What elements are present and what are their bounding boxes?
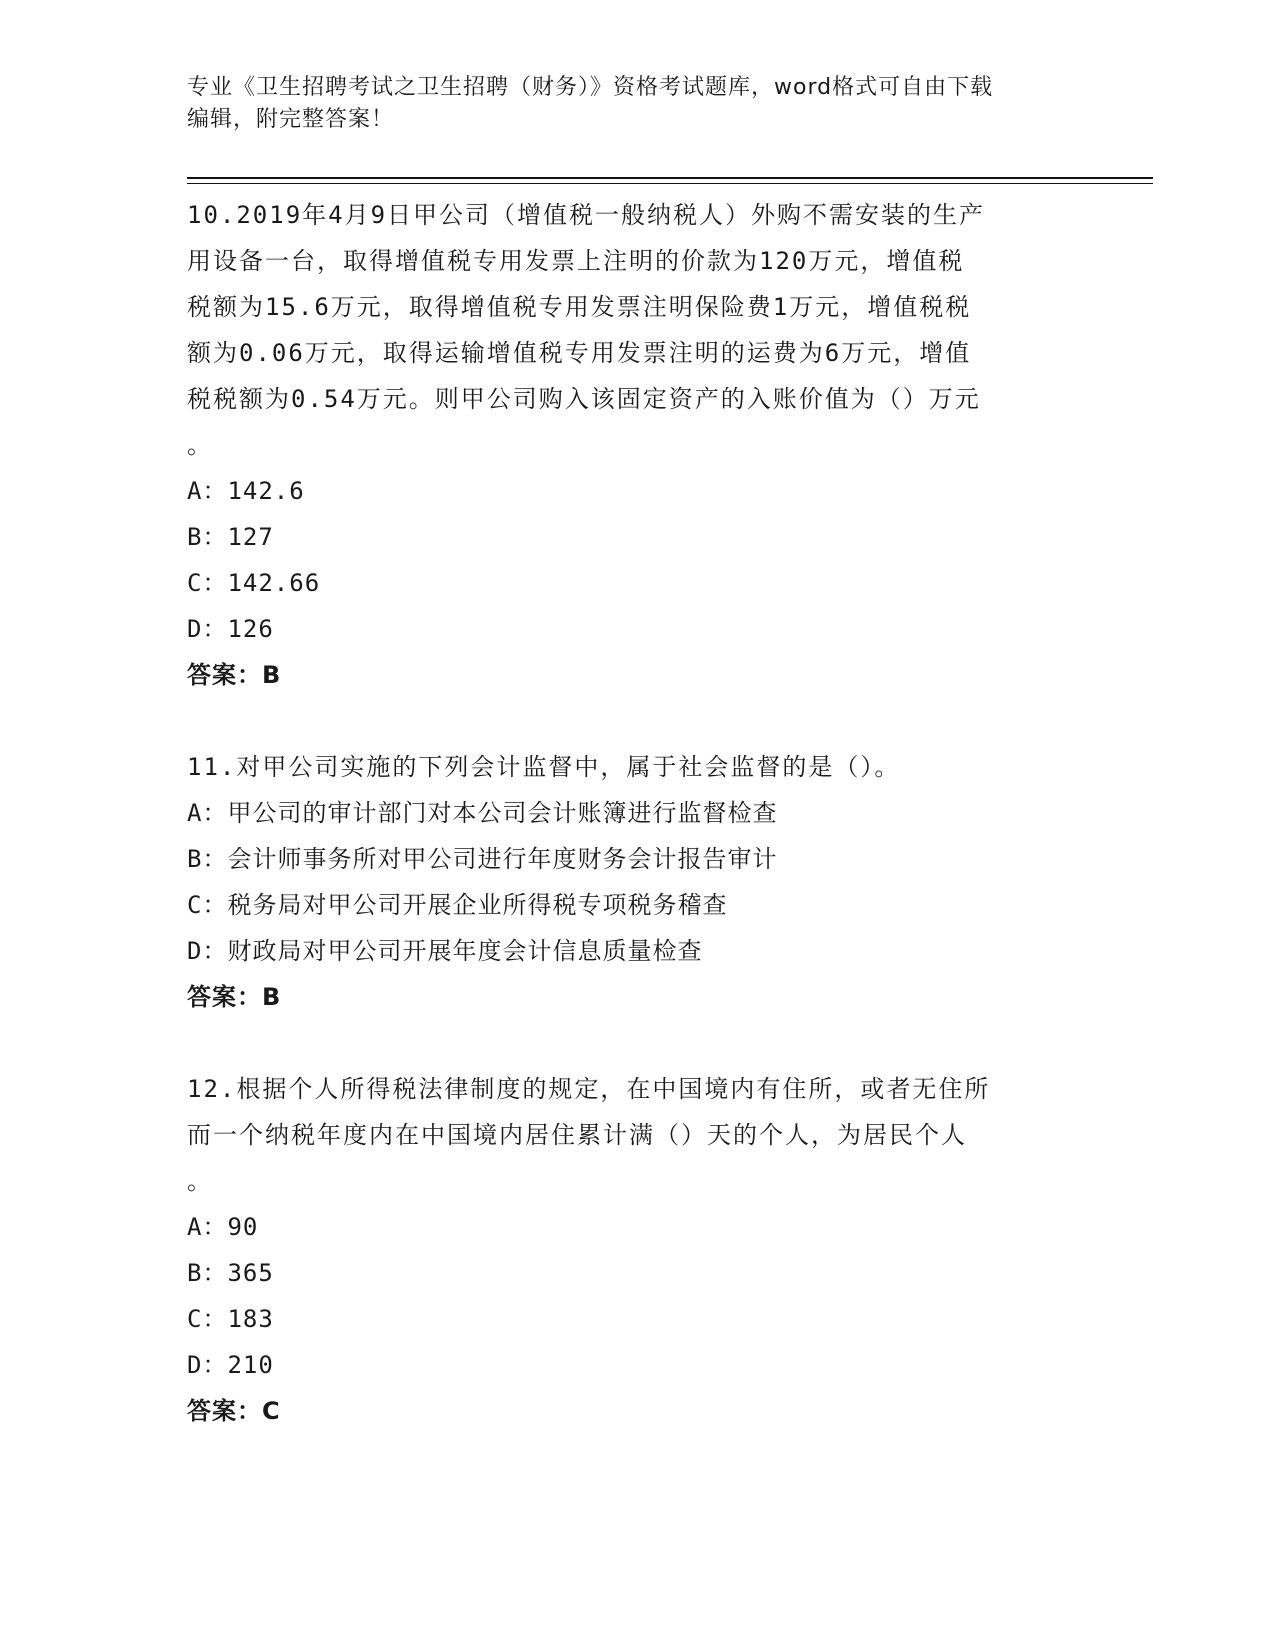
option-a: A：90: [187, 1213, 259, 1241]
question-stem-line: 额为0.06万元，取得运输增值税专用发票注明的运费为6万元，增值: [187, 339, 972, 367]
question-12: [187, 1066, 1087, 1434]
question-stem-line: 。: [187, 431, 213, 459]
question-11: [187, 744, 1087, 1020]
option-c: C：税务局对甲公司开展企业所得税专项税务稽查: [187, 891, 728, 919]
answer-label: 答案：C: [187, 1397, 281, 1425]
header-line-2: 编辑，附完整答案！: [187, 107, 395, 132]
question-stem-line: 而一个纳税年度内在中国境内居住累计满（）天的个人，为居民个人: [187, 1121, 967, 1149]
document-header: [187, 72, 1087, 136]
question-12-stem: [187, 1066, 1087, 1204]
option-d: D：126: [187, 615, 274, 643]
question-11-stem: [187, 744, 1087, 790]
question-stem-line: 税税额为0.54万元。则甲公司购入该固定资产的入账价值为（）万元: [187, 385, 981, 413]
question-stem-line: 10.2019年4月9日甲公司（增值税一般纳税人）外购不需安装的生产: [187, 201, 986, 229]
option-d: D：财政局对甲公司开展年度会计信息质量检查: [187, 937, 703, 965]
answer-label: 答案：B: [187, 983, 282, 1011]
option-b: B：365: [187, 1259, 274, 1287]
header-divider-thin: [187, 183, 1153, 184]
question-stem-line: 11.对甲公司实施的下列会计监督中，属于社会监督的是（）。: [187, 753, 901, 781]
header-line-1: 专业《卫生招聘考试之卫生招聘（财务）》资格考试题库，word格式可自由下载: [187, 75, 994, 100]
question-stem-line: 12.根据个人所得税法律制度的规定，在中国境内有住所，或者无住所: [187, 1075, 991, 1103]
question-list: [187, 192, 1087, 1480]
question-10: [187, 192, 1087, 698]
question-stem-line: 用设备一台，取得增值税专用发票上注明的价款为120万元，增值税: [187, 247, 965, 275]
header-divider-thick: [187, 177, 1153, 179]
option-c: C：183: [187, 1305, 274, 1333]
question-10-stem: [187, 192, 1087, 468]
option-c: C：142.66: [187, 569, 321, 597]
option-a: A：甲公司的审计部门对本公司会计账簿进行监督检查: [187, 799, 778, 827]
option-b: B：127: [187, 523, 274, 551]
option-b: B：会计师事务所对甲公司进行年度财务会计报告审计: [187, 845, 778, 873]
question-stem-line: 。: [187, 1167, 213, 1195]
answer-label: 答案：B: [187, 661, 282, 689]
option-a: A：142.6: [187, 477, 305, 505]
option-d: D：210: [187, 1351, 274, 1379]
question-stem-line: 税额为15.6万元，取得增值税专用发票注明保险费1万元，增值税税: [187, 293, 972, 321]
